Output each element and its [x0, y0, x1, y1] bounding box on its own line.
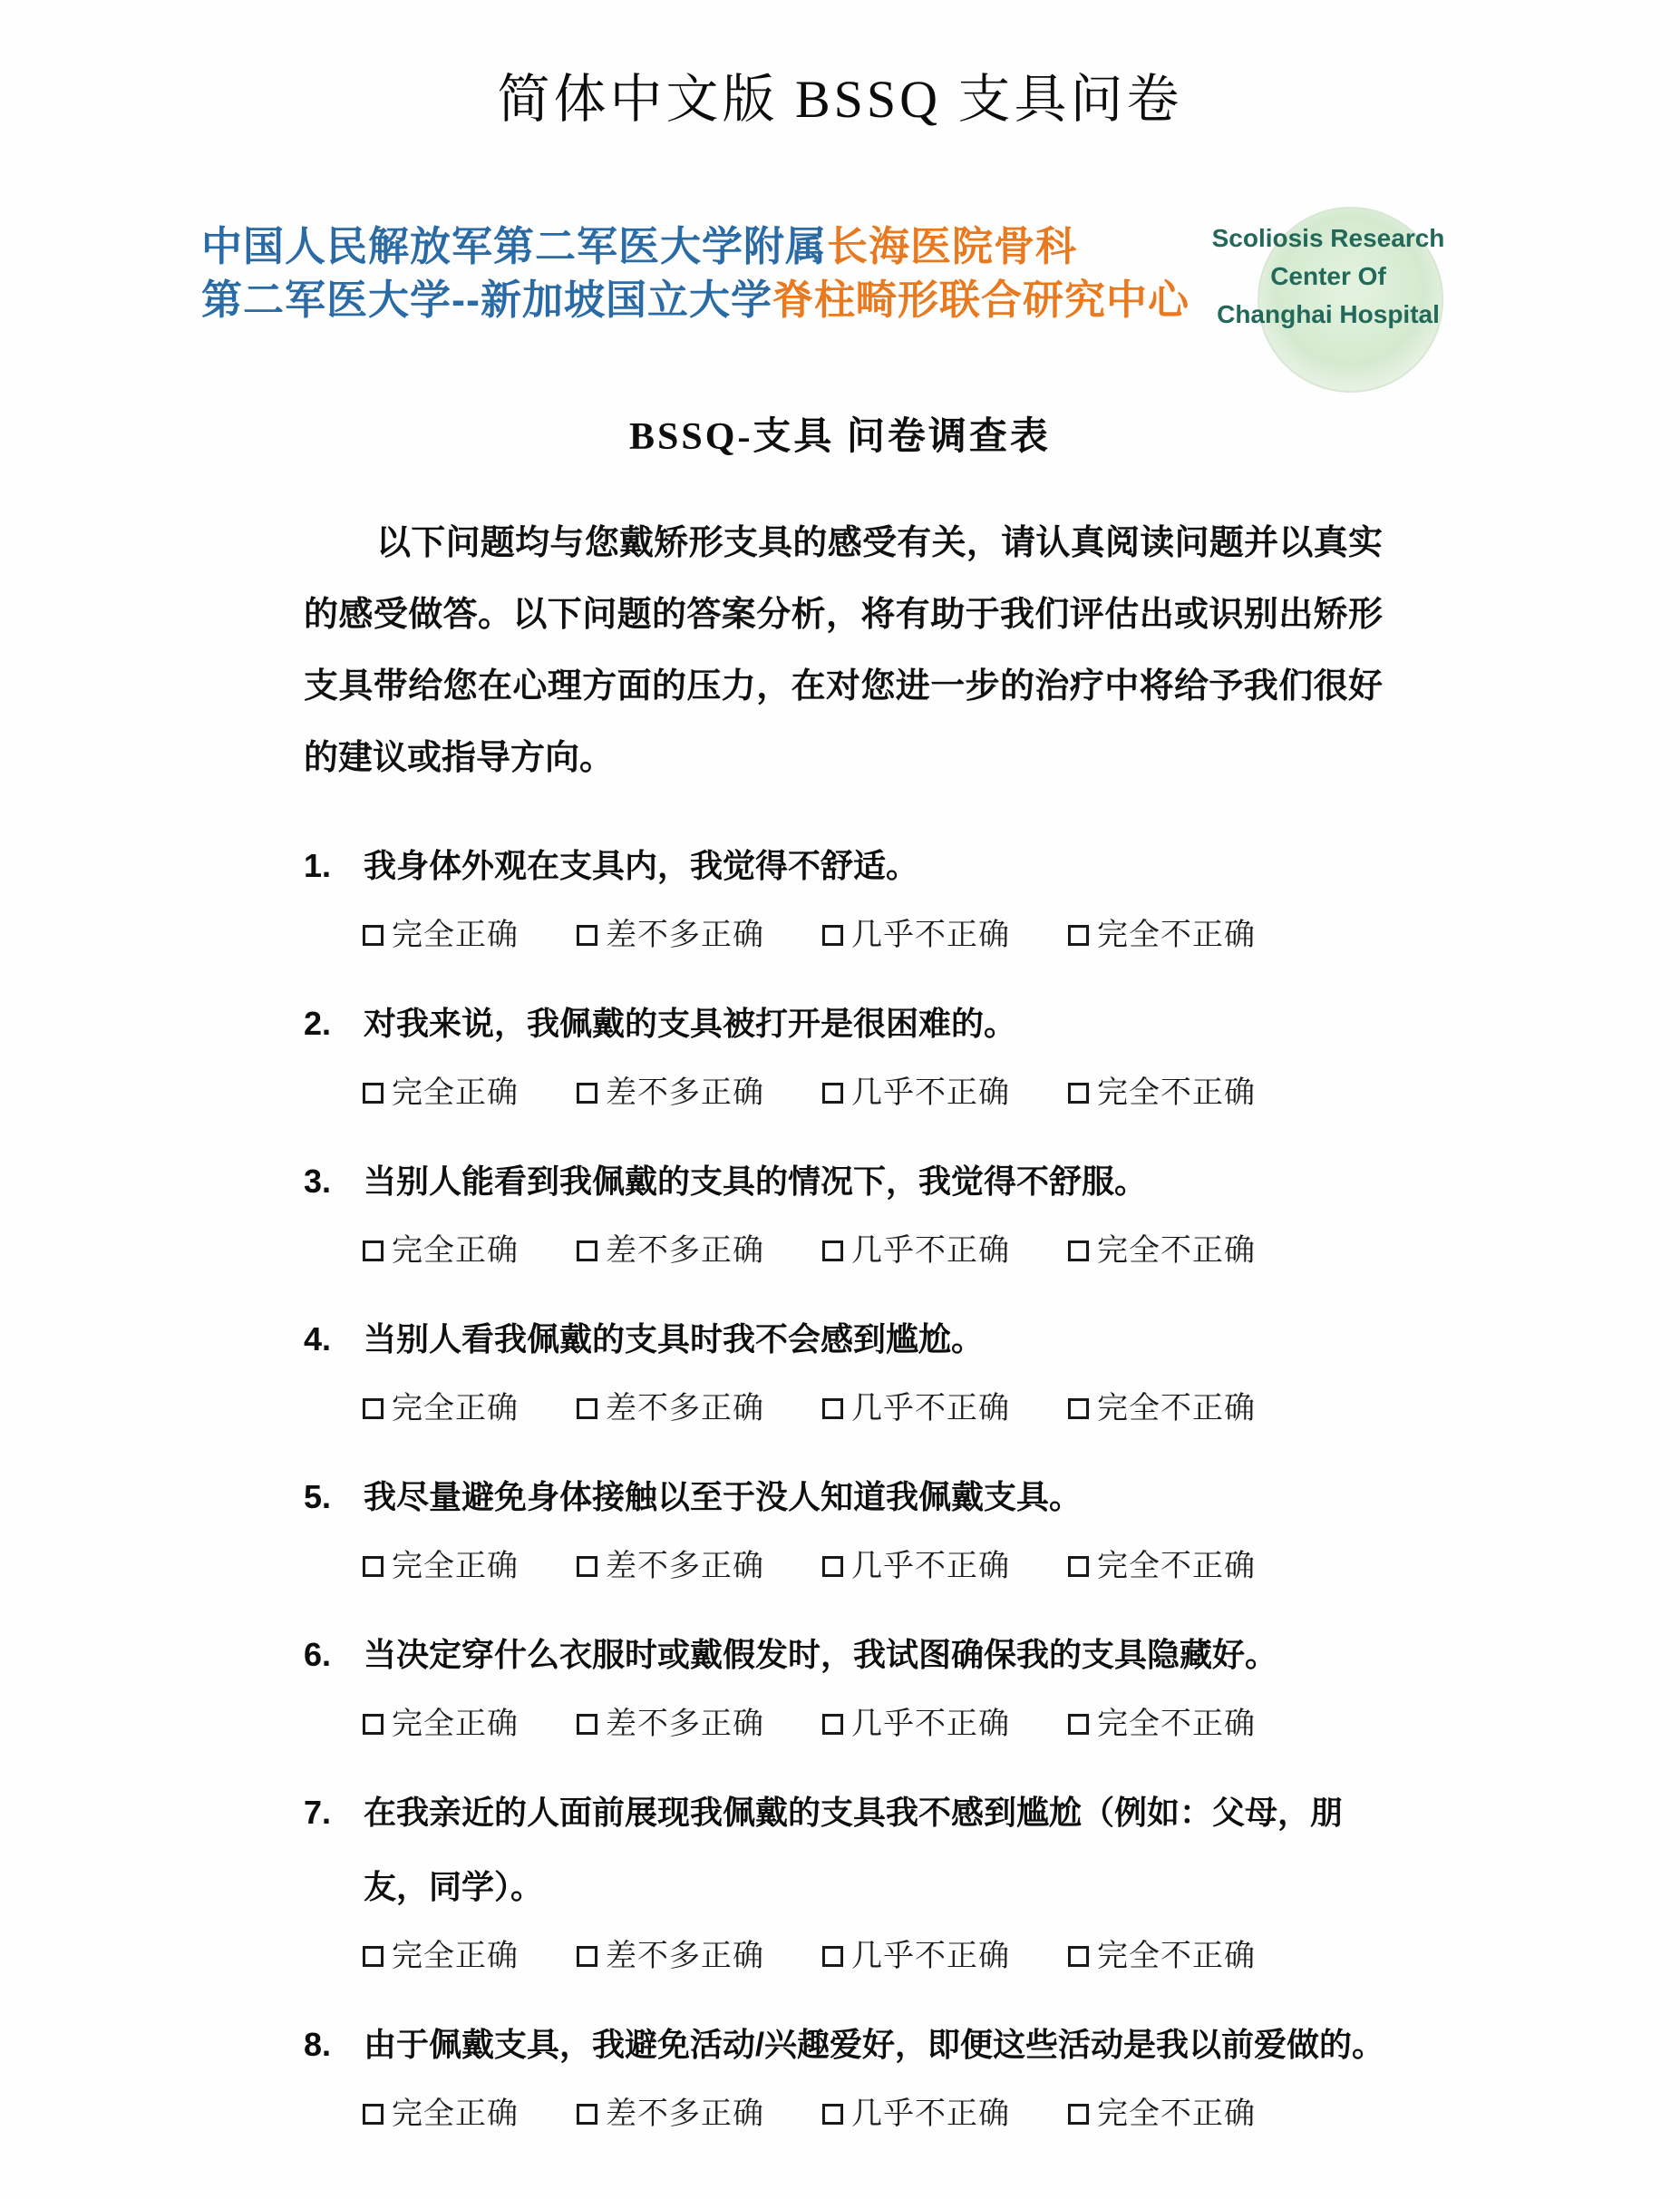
checkbox-icon[interactable] — [822, 1398, 843, 1419]
question-text-row — [304, 1618, 1385, 1692]
answer-option-3[interactable] — [822, 1540, 1010, 1592]
question-text-row — [304, 1776, 1385, 1924]
question-7 — [304, 1776, 1385, 1982]
checkbox-icon[interactable] — [363, 1083, 384, 1104]
question-number: 5. — [304, 1478, 332, 1515]
answer-options-row — [363, 1224, 1385, 1277]
option-label: 完全不正确 — [1097, 1549, 1256, 1583]
answer-option-4[interactable] — [1068, 1540, 1256, 1592]
checkbox-icon[interactable] — [577, 1946, 597, 1967]
checkbox-icon[interactable] — [577, 1241, 597, 1261]
option-label: 完全正确 — [392, 1233, 519, 1268]
checkbox-icon[interactable] — [363, 1241, 384, 1261]
answer-options-row — [363, 1930, 1385, 1982]
checkbox-icon[interactable] — [1068, 1714, 1089, 1735]
answer-option-1[interactable] — [363, 1698, 519, 1750]
option-label: 完全正确 — [392, 918, 519, 952]
question-text: 对我来说，我佩戴的支具被打开是很困难的。 — [364, 1005, 1017, 1042]
answer-option-2[interactable] — [577, 1698, 764, 1750]
checkbox-icon[interactable] — [363, 1714, 384, 1735]
question-number: 1. — [304, 847, 332, 884]
option-label: 完全正确 — [392, 1939, 519, 1973]
answer-option-2[interactable] — [577, 2087, 764, 2140]
option-label: 完全正确 — [392, 1075, 519, 1110]
question-6 — [304, 1618, 1385, 1750]
intro-paragraph: 以下问题均与您戴矫形支具的感受有关，请认真阅读问题并以真实的感受做答。以下问题的答案分析，将有助于我们评估出或识别出矫形支具带给您在心理方面的压力，在对您进一步的治疗中将给予我们很好的建议或指导方向。 — [304, 524, 1383, 777]
option-label: 几乎不正确 — [851, 1391, 1010, 1425]
question-8 — [304, 2008, 1385, 2140]
checkbox-icon[interactable] — [822, 1241, 843, 1261]
answer-option-2[interactable] — [577, 1066, 764, 1119]
answer-option-1[interactable] — [363, 909, 519, 961]
answer-option-4[interactable] — [1068, 1224, 1256, 1277]
form-title: BSSQ-支具 问卷调查表 — [629, 416, 1051, 458]
question-number: 4. — [304, 1320, 332, 1357]
option-label: 完全正确 — [392, 1707, 519, 1741]
option-label: 差不多正确 — [606, 1549, 764, 1583]
question-3 — [304, 1144, 1385, 1277]
question-text: 当别人能看到我佩戴的支具的情况下，我觉得不舒服。 — [364, 1163, 1148, 1200]
answer-option-1[interactable] — [363, 1382, 519, 1435]
checkbox-icon[interactable] — [1068, 1946, 1089, 1967]
answer-options-row — [363, 1382, 1385, 1435]
question-text-row — [304, 987, 1385, 1061]
option-label: 差不多正确 — [606, 918, 764, 952]
checkbox-icon[interactable] — [577, 925, 597, 946]
option-label: 差不多正确 — [606, 1075, 764, 1110]
answer-option-4[interactable] — [1068, 1930, 1256, 1982]
answer-option-1[interactable] — [363, 1066, 519, 1119]
logo-line2-blue: 第二军医大学--新加坡国立大学 — [201, 277, 772, 323]
checkbox-icon[interactable] — [577, 1083, 597, 1104]
checkbox-icon[interactable] — [577, 1714, 597, 1735]
answer-option-1[interactable] — [363, 2087, 519, 2140]
question-5 — [304, 1460, 1385, 1592]
logo-line-2 — [201, 273, 1190, 326]
checkbox-icon[interactable] — [1068, 1241, 1089, 1261]
question-text: 由于佩戴支具，我避免活动/兴趣爱好，即便这些活动是我以前爱做的。 — [364, 2026, 1385, 2063]
question-text-row — [304, 1144, 1385, 1219]
header — [0, 212, 1680, 334]
checkbox-icon[interactable] — [1068, 1556, 1089, 1577]
answer-option-2[interactable] — [577, 1930, 764, 1982]
answer-option-4[interactable] — [1068, 1382, 1256, 1435]
research-center-name — [1190, 219, 1467, 334]
answer-options-row — [363, 909, 1385, 961]
option-label: 完全正确 — [392, 1391, 519, 1425]
answer-option-3[interactable] — [822, 1930, 1010, 1982]
option-label: 差不多正确 — [606, 2097, 764, 2131]
option-label: 差不多正确 — [606, 1939, 764, 1973]
checkbox-icon[interactable] — [822, 1083, 843, 1104]
question-number: 7. — [304, 1794, 332, 1831]
answer-option-1[interactable] — [363, 1224, 519, 1277]
option-label: 完全不正确 — [1097, 1707, 1256, 1741]
option-label: 完全不正确 — [1097, 1233, 1256, 1268]
answer-option-3[interactable] — [822, 1066, 1010, 1119]
answer-option-4[interactable] — [1068, 1698, 1256, 1750]
checkbox-icon[interactable] — [363, 2104, 384, 2125]
center-name-line2: Changhai Hospital — [1217, 300, 1440, 328]
question-number: 6. — [304, 1636, 332, 1673]
answer-option-3[interactable] — [822, 909, 1010, 961]
question-text-row — [304, 829, 1385, 903]
checkbox-icon[interactable] — [577, 1398, 597, 1419]
logo-line1-blue: 中国人民解放军第二军医大学附属 — [201, 223, 828, 269]
answer-option-2[interactable] — [577, 909, 764, 961]
checkbox-icon[interactable] — [1068, 925, 1089, 946]
question-text: 当决定穿什么衣服时或戴假发时，我试图确保我的支具隐藏好。 — [364, 1636, 1278, 1673]
question-2 — [304, 987, 1385, 1119]
center-name-line1: Scoliosis Research Center Of — [1211, 224, 1445, 290]
answer-options-row — [363, 2087, 1385, 2140]
question-text-row — [304, 2008, 1385, 2082]
hospital-logo-text — [201, 219, 1190, 326]
option-label: 差不多正确 — [606, 1233, 764, 1268]
question-number: 2. — [304, 1005, 332, 1042]
question-list — [304, 829, 1385, 2140]
question-number: 8. — [304, 2026, 332, 2063]
checkbox-icon[interactable] — [363, 1556, 384, 1577]
answer-option-4[interactable] — [1068, 2087, 1256, 2140]
answer-option-2[interactable] — [577, 1382, 764, 1435]
question-text: 在我亲近的人面前展现我佩戴的支具我不感到尴尬（例如：父母，朋友，同学）。 — [364, 1794, 1344, 1905]
checkbox-icon[interactable] — [1068, 1083, 1089, 1104]
checkbox-icon[interactable] — [822, 1714, 843, 1735]
checkbox-icon[interactable] — [577, 2104, 597, 2125]
option-label: 完全不正确 — [1097, 2097, 1256, 2131]
checkbox-icon[interactable] — [577, 1556, 597, 1577]
option-label: 几乎不正确 — [851, 1075, 1010, 1110]
answer-option-1[interactable] — [363, 1930, 519, 1982]
option-label: 差不多正确 — [606, 1707, 764, 1741]
option-label: 完全不正确 — [1097, 1391, 1256, 1425]
answer-option-3[interactable] — [822, 1224, 1010, 1277]
question-4 — [304, 1302, 1385, 1435]
logo-line1-orange: 长海医院骨科 — [827, 223, 1078, 269]
option-label: 完全不正确 — [1097, 1939, 1256, 1973]
option-label: 差不多正确 — [606, 1391, 764, 1425]
question-text-row — [304, 1460, 1385, 1534]
option-label: 完全正确 — [392, 2097, 519, 2131]
question-text: 我尽量避免身体接触以至于没人知道我佩戴支具。 — [364, 1478, 1083, 1515]
checkbox-icon[interactable] — [822, 925, 843, 946]
answer-option-4[interactable] — [1068, 1066, 1256, 1119]
question-number: 3. — [304, 1163, 332, 1200]
answer-option-4[interactable] — [1068, 909, 1256, 961]
option-label: 完全不正确 — [1097, 1075, 1256, 1110]
option-label: 几乎不正确 — [851, 1939, 1010, 1973]
checkbox-icon[interactable] — [363, 925, 384, 946]
answer-option-3[interactable] — [822, 1698, 1010, 1750]
option-label: 几乎不正确 — [851, 1233, 1010, 1268]
option-label: 几乎不正确 — [851, 918, 1010, 952]
option-label: 几乎不正确 — [851, 1549, 1010, 1583]
checkbox-icon[interactable] — [363, 1946, 384, 1967]
question-text: 我身体外观在支具内，我觉得不舒适。 — [364, 847, 919, 884]
answer-options-row — [363, 1698, 1385, 1750]
answer-option-2[interactable] — [577, 1540, 764, 1592]
checkbox-icon[interactable] — [822, 2104, 843, 2125]
question-text-row — [304, 1302, 1385, 1377]
checkbox-icon[interactable] — [822, 1946, 843, 1967]
answer-options-row — [363, 1540, 1385, 1592]
answer-option-1[interactable] — [363, 1540, 519, 1592]
question-text: 当别人看我佩戴的支具时我不会感到尴尬。 — [364, 1320, 985, 1357]
page-title: 简体中文版 BSSQ 支具问卷 — [497, 70, 1183, 129]
logo-line-1 — [201, 219, 1190, 273]
checkbox-icon[interactable] — [1068, 1398, 1089, 1419]
answer-option-3[interactable] — [822, 1382, 1010, 1435]
option-label: 几乎不正确 — [851, 2097, 1010, 2131]
answer-option-3[interactable] — [822, 2087, 1010, 2140]
question-1 — [304, 829, 1385, 961]
option-label: 完全正确 — [392, 1549, 519, 1583]
logo-line2-orange: 脊柱畸形联合研究中心 — [772, 277, 1190, 323]
checkbox-icon[interactable] — [1068, 2104, 1089, 2125]
answer-options-row — [363, 1066, 1385, 1119]
answer-option-2[interactable] — [577, 1224, 764, 1277]
checkbox-icon[interactable] — [822, 1556, 843, 1577]
option-label: 几乎不正确 — [851, 1707, 1010, 1741]
option-label: 完全不正确 — [1097, 918, 1256, 952]
checkbox-icon[interactable] — [363, 1398, 384, 1419]
